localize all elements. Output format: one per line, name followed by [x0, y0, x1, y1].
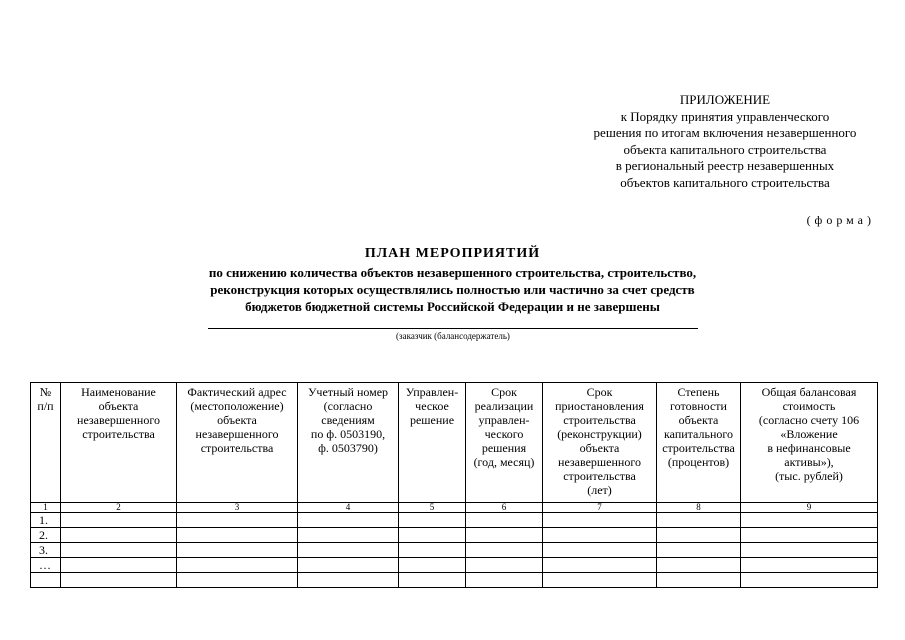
table-cell	[31, 573, 61, 588]
column-header-line: незавершенного	[77, 413, 160, 427]
column-header	[399, 383, 466, 503]
table-cell	[741, 513, 878, 528]
column-header-line: управлен-	[478, 413, 530, 427]
column-header-line: строительства	[200, 441, 274, 455]
table-cell	[399, 558, 466, 573]
column-header	[466, 383, 543, 503]
table-cell	[399, 513, 466, 528]
appendix-line: в региональный реестр незавершенных	[615, 158, 835, 174]
table-cell	[543, 573, 657, 588]
column-number: 5	[399, 503, 466, 513]
column-header-line: активы»),	[784, 455, 834, 469]
table-cell	[741, 528, 878, 543]
table-cell	[543, 543, 657, 558]
table-row	[31, 558, 878, 573]
table-cell	[741, 543, 878, 558]
table-cell	[61, 528, 177, 543]
table-cell	[298, 528, 399, 543]
column-header	[741, 383, 878, 503]
column-header-line: стоимость	[782, 399, 836, 413]
appendix-block	[540, 92, 905, 192]
table-row	[31, 513, 878, 528]
document-subtitle	[0, 264, 905, 315]
column-header-line: незавершенного	[195, 427, 279, 441]
table-cell	[399, 528, 466, 543]
table-cell	[466, 558, 543, 573]
table-cell	[466, 573, 543, 588]
table-cell	[61, 513, 177, 528]
row-number: 1.	[31, 513, 61, 528]
column-header-line: приостановления	[555, 399, 644, 413]
subtitle-line: по снижению количества объектов незавершенного строительства, строительство,	[208, 265, 697, 280]
row-number: 3.	[31, 543, 61, 558]
table-row	[31, 543, 878, 558]
column-header-line: Наименование	[81, 385, 156, 399]
table-cell	[177, 528, 298, 543]
customer-caption: (заказчик (балансодержатель)	[396, 331, 510, 341]
row-number: …	[31, 558, 61, 573]
column-header-line: Управлен-	[405, 385, 459, 399]
subtitle-line: реконструкция которых осуществлялись полностью или частично за счет средств	[210, 282, 695, 297]
column-number: 8	[657, 503, 741, 513]
column-header	[298, 383, 399, 503]
form-label: (форма)	[806, 213, 875, 227]
column-number: 3	[177, 503, 298, 513]
column-header-line: строительства	[82, 427, 155, 441]
column-header-line: решение	[409, 413, 455, 427]
column-header-line: «Вложение	[780, 427, 838, 441]
measures-plan-table	[30, 382, 878, 588]
column-header-line: (год, месяц)	[473, 455, 535, 469]
table-cell	[399, 543, 466, 558]
table-cell	[657, 513, 741, 528]
column-header-line: строительства	[563, 469, 636, 483]
table-cell	[298, 513, 399, 528]
column-header-line: реализации	[474, 399, 534, 413]
subtitle-line: бюджетов бюджетной системы Российской Федерации и не завершены	[245, 299, 660, 314]
document-title: ПЛАН МЕРОПРИЯТИЙ	[364, 246, 541, 261]
column-header-line: Срок	[491, 385, 517, 399]
table-row	[31, 528, 878, 543]
table-cell	[177, 558, 298, 573]
table-cell	[177, 573, 298, 588]
table-cell	[298, 573, 399, 588]
column-header-line: строительства	[662, 441, 735, 455]
column-header-line: (местоположение)	[190, 399, 284, 413]
table-cell	[466, 513, 543, 528]
table-cell	[466, 528, 543, 543]
table-row	[31, 573, 878, 588]
column-header-line: объекта	[579, 441, 620, 455]
table-cell	[543, 528, 657, 543]
column-header-line: №	[39, 385, 52, 399]
column-number: 6	[466, 503, 543, 513]
column-header-line: (лет)	[587, 483, 612, 497]
column-number: 4	[298, 503, 399, 513]
table-header-row	[31, 383, 878, 503]
column-number: 9	[741, 503, 878, 513]
column-number: 1	[31, 503, 61, 513]
column-header	[31, 383, 61, 503]
column-header-line: в нефинансовые	[767, 441, 851, 455]
column-header-line: готовности	[670, 399, 727, 413]
column-header-line: Учетный номер	[307, 385, 389, 399]
column-header-line: ческое	[415, 399, 449, 413]
column-header-line: ф. 0503790)	[318, 441, 378, 455]
table-cell	[466, 543, 543, 558]
appendix-line: к Порядку принятия управленческого	[620, 108, 830, 124]
column-header-line: Общая балансовая	[761, 385, 857, 399]
column-header-line: п/п	[37, 399, 54, 413]
column-header-line: капитального	[664, 427, 733, 441]
table-cell	[657, 528, 741, 543]
column-header	[543, 383, 657, 503]
column-number: 7	[543, 503, 657, 513]
table-cell	[61, 558, 177, 573]
customer-signature-line	[208, 328, 698, 329]
column-header-line: незавершенного	[558, 455, 641, 469]
column-header-line: решения	[481, 441, 527, 455]
column-header-line: Степень	[677, 385, 720, 399]
table-cell	[298, 558, 399, 573]
column-header-line: ческого	[484, 427, 524, 441]
appendix-line: объекта капитального строительства	[623, 141, 827, 157]
table-cell	[61, 543, 177, 558]
column-header-line: (процентов)	[667, 455, 730, 469]
appendix-line: ПРИЛОЖЕНИЕ	[679, 92, 771, 107]
column-header-line: (тыс. рублей)	[775, 469, 843, 483]
column-header-line: Срок	[586, 385, 613, 399]
appendix-line: решения по итогам включения незавершенного	[593, 125, 857, 141]
column-header-line: (реконструкции)	[557, 427, 642, 441]
table-cell	[657, 543, 741, 558]
table-cell	[399, 573, 466, 588]
column-header-line: по ф. 0503190,	[310, 427, 386, 441]
table-cell	[543, 513, 657, 528]
table-cell	[657, 573, 741, 588]
column-header-line: строительства	[563, 413, 636, 427]
column-header-line: объекта	[678, 413, 719, 427]
table-cell	[741, 558, 878, 573]
table-cell	[657, 558, 741, 573]
table-cell	[177, 543, 298, 558]
table-cell	[61, 573, 177, 588]
row-number: 2.	[31, 528, 61, 543]
table-cell	[741, 573, 878, 588]
column-header-line: (согласно	[323, 399, 373, 413]
table-body	[31, 513, 878, 588]
column-header-line: сведениям	[321, 413, 375, 427]
table-cell	[543, 558, 657, 573]
column-header-line: Фактический адрес	[187, 385, 287, 399]
column-numbers-row	[31, 503, 878, 513]
appendix-line: объектов капитального строительства	[620, 174, 830, 190]
column-header	[61, 383, 177, 503]
column-header	[177, 383, 298, 503]
column-header-line: объекта	[98, 399, 139, 413]
column-header-line: объекта	[217, 413, 257, 427]
table-cell	[298, 543, 399, 558]
column-header	[657, 383, 741, 503]
column-header-line: (согласно счету 106	[758, 413, 860, 427]
table-cell	[177, 513, 298, 528]
column-number: 2	[61, 503, 177, 513]
